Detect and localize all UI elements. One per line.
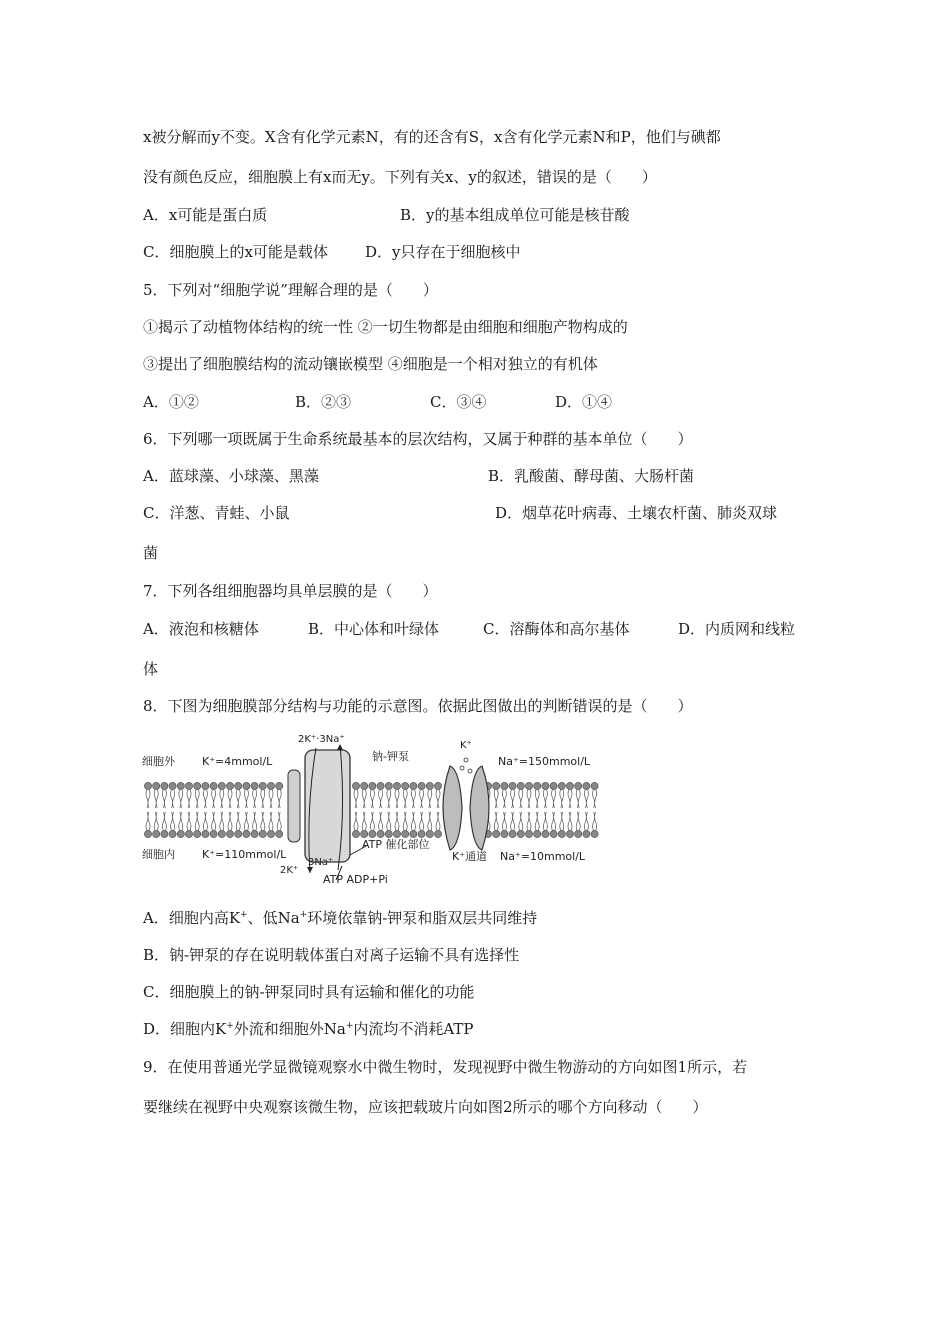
q5-option-a: A．①②	[143, 393, 199, 411]
lipid-head-outer	[517, 782, 524, 808]
label-k-inside: K⁺=110mmol/L	[202, 848, 287, 861]
q5-option-d: D．①④	[555, 393, 613, 411]
q8-option-c: C．细胞膜上的钠-钾泵同时具有运输和催化的功能	[143, 983, 475, 1001]
lipid-head-outer	[550, 782, 557, 808]
lipid-head-outer	[369, 782, 376, 808]
lipid-head-outer	[566, 782, 573, 808]
q4-option-c: C．细胞膜上的x可能是载体	[143, 243, 328, 261]
q6-option-d-wrap: 菌	[143, 544, 159, 562]
lipid-head-outer	[558, 782, 565, 808]
lipid-head-outer	[218, 782, 225, 808]
lipid-head-inner	[259, 812, 266, 838]
lipid-head-outer	[418, 782, 425, 808]
q7-option-d-wrap: 体	[143, 660, 159, 678]
potassium-ion-dot	[468, 769, 472, 773]
q5-option-c: C．③④	[430, 393, 487, 411]
lipid-head-outer	[276, 782, 283, 808]
potassium-channel-left	[443, 766, 462, 850]
lipid-head-inner	[267, 812, 274, 838]
label-inside: 细胞内	[142, 848, 175, 861]
lipid-head-inner	[243, 812, 250, 838]
lipid-head-outer	[542, 782, 549, 808]
lipid-head-inner	[210, 812, 217, 838]
lipid-head-outer	[243, 782, 250, 808]
q4-option-b: B．y的基本组成单位可能是核苷酸	[400, 206, 630, 224]
lipid-head-outer	[525, 782, 532, 808]
lipid-head-outer	[226, 782, 233, 808]
label-atp-reaction: ATP ADP+Pi	[323, 873, 388, 886]
lipid-head-inner	[402, 812, 409, 838]
q7-option-a: A．液泡和核糖体	[143, 620, 259, 638]
q4-line-1: x被分解而y不变。X含有化学元素N，有的还含有S，x含有化学元素N和P，他们与碘都	[143, 128, 721, 146]
lipid-head-inner	[276, 812, 283, 838]
q9-line-2: 要继续在视野中央观察该微生物，应该把载玻片向如图2所示的哪个方向移动（ ）	[143, 1098, 708, 1116]
lipid-head-inner	[583, 812, 590, 838]
lipid-head-outer	[385, 782, 392, 808]
label-outside: 细胞外	[142, 755, 175, 768]
lipid-head-outer	[202, 782, 209, 808]
lipid-head-outer	[410, 782, 417, 808]
label-atp-site: ATP 催化部位	[362, 838, 430, 851]
lipid-head-outer	[169, 782, 176, 808]
lipid-head-outer	[361, 782, 368, 808]
lipid-head-inner	[385, 812, 392, 838]
lipid-head-outer	[251, 782, 258, 808]
q5-stem: 5．下列对“细胞学说”理解合理的是（ ）	[143, 281, 438, 299]
lipid-head-outer	[509, 782, 516, 808]
lipid-head-outer	[575, 782, 582, 808]
cell-membrane-diagram	[140, 730, 600, 890]
lipid-head-outer	[161, 782, 168, 808]
q6-option-a: A．蓝球藻、小球藻、黑藻	[143, 467, 319, 485]
lipid-head-inner	[194, 812, 201, 838]
lipid-head-outer	[259, 782, 266, 808]
lipid-head-outer	[591, 782, 598, 808]
potassium-ion-dot	[464, 758, 468, 762]
lipid-head-outer	[426, 782, 433, 808]
lipid-head-outer	[583, 782, 590, 808]
lipid-head-inner	[393, 812, 400, 838]
label-k-channel: K⁺通道	[452, 850, 488, 863]
lipid-head-inner	[517, 812, 524, 838]
lipid-head-inner	[509, 812, 516, 838]
lipid-head-inner	[177, 812, 184, 838]
lipid-head-inner	[542, 812, 549, 838]
q7-stem: 7．下列各组细胞器均具单层膜的是（ ）	[143, 582, 438, 600]
lipid-head-inner	[501, 812, 508, 838]
lipid-head-inner	[558, 812, 565, 838]
q7-option-c: C．溶酶体和高尔基体	[483, 620, 630, 638]
lipid-head-inner	[493, 812, 500, 838]
lipid-head-inner	[144, 812, 151, 838]
lipid-head-inner	[426, 812, 433, 838]
lipid-head-inner	[575, 812, 582, 838]
q4-option-d: D．y只存在于细胞核中	[365, 243, 521, 261]
lipid-head-inner	[410, 812, 417, 838]
lipid-head-inner	[434, 812, 441, 838]
lipid-head-outer	[267, 782, 274, 808]
lipid-head-inner	[591, 812, 598, 838]
lipid-head-inner	[377, 812, 384, 838]
q4-line-2: 没有颜色反应，细胞膜上有x而无y。下列有关x、y的叙述，错误的是（ ）	[143, 168, 657, 186]
lipid-head-inner	[550, 812, 557, 838]
q6-option-d: D．烟草花叶病毒、土壤农杆菌、肺炎双球	[495, 504, 778, 522]
lipid-head-inner	[418, 812, 425, 838]
label-na-inside: Na⁺=10mmol/L	[500, 850, 586, 863]
lipid-head-inner	[185, 812, 192, 838]
lipid-head-inner	[352, 812, 359, 838]
q5-statement-1-2: ①揭示了动植物体结构的统一性 ②一切生物都是由细胞和细胞产物构成的	[143, 318, 628, 336]
lipid-head-inner	[153, 812, 160, 838]
q7-option-d: D．内质网和线粒	[678, 620, 796, 638]
label-bottom-na: 3Na⁺	[308, 857, 334, 868]
lipid-head-inner	[361, 812, 368, 838]
lipid-head-outer	[501, 782, 508, 808]
q5-statement-3-4: ③提出了细胞膜结构的流动镶嵌模型 ④细胞是一个相对独立的有机体	[143, 355, 598, 373]
q8-option-a: A．细胞内高K+、低Na+环境依靠钠-钾泵和脂双层共同维持	[143, 909, 538, 927]
q6-option-b: B．乳酸菌、酵母菌、大肠杆菌	[488, 467, 695, 485]
lipid-head-inner	[251, 812, 258, 838]
q7-option-b: B．中心体和叶绿体	[308, 620, 440, 638]
lipid-head-outer	[534, 782, 541, 808]
lipid-head-inner	[525, 812, 532, 838]
lipid-head-inner	[566, 812, 573, 838]
lipid-head-outer	[144, 782, 151, 808]
lipid-head-inner	[369, 812, 376, 838]
q5-option-b: B．②③	[295, 393, 352, 411]
sodium-potassium-pump	[305, 750, 350, 862]
lipid-head-inner	[218, 812, 225, 838]
lipid-head-outer	[393, 782, 400, 808]
q6-option-c: C．洋葱、青蛙、小鼠	[143, 504, 290, 522]
label-na-outside: Na⁺=150mmol/L	[498, 755, 591, 768]
lipid-head-outer	[493, 782, 500, 808]
lipid-head-inner	[226, 812, 233, 838]
lipid-head-inner	[202, 812, 209, 838]
lipid-head-outer	[235, 782, 242, 808]
lipid-bilayer	[144, 782, 598, 837]
q9-line-1: 9．在使用普通光学显微镜观察水中微生物时，发现视野中微生物游动的方向如图1所示，若	[143, 1058, 748, 1076]
q8-option-d: D．细胞内K+外流和细胞外Na+内流均不消耗ATP	[143, 1020, 474, 1038]
q4-option-a: A．x可能是蛋白质	[143, 206, 268, 224]
lipid-head-outer	[153, 782, 160, 808]
lipid-head-inner	[169, 812, 176, 838]
label-bottom-k: 2K⁺	[280, 865, 299, 876]
membrane-protein-small	[288, 770, 300, 842]
lipid-head-outer	[434, 782, 441, 808]
label-k-outside: K⁺=4mmol/L	[202, 755, 273, 768]
q8-stem: 8．下图为细胞膜部分结构与功能的示意图。依据此图做出的判断错误的是（ ）	[143, 697, 693, 715]
lipid-head-outer	[377, 782, 384, 808]
label-top-ions: 2K⁺·3Na⁺	[298, 734, 345, 745]
lipid-head-inner	[161, 812, 168, 838]
label-pump: 钠-钾泵	[372, 750, 409, 763]
q8-option-b: B．钠-钾泵的存在说明载体蛋白对离子运输不具有选择性	[143, 946, 520, 964]
potassium-ion-dot	[460, 766, 464, 770]
label-k-channel-top: K⁺	[460, 740, 472, 751]
lipid-head-inner	[235, 812, 242, 838]
q6-stem: 6．下列哪一项既属于生命系统最基本的层次结构，又属于种群的基本单位（ ）	[143, 430, 693, 448]
lipid-head-outer	[210, 782, 217, 808]
lipid-head-inner	[534, 812, 541, 838]
lipid-head-outer	[185, 782, 192, 808]
lipid-head-outer	[402, 782, 409, 808]
lipid-head-outer	[194, 782, 201, 808]
lipid-head-outer	[352, 782, 359, 808]
lipid-head-outer	[177, 782, 184, 808]
